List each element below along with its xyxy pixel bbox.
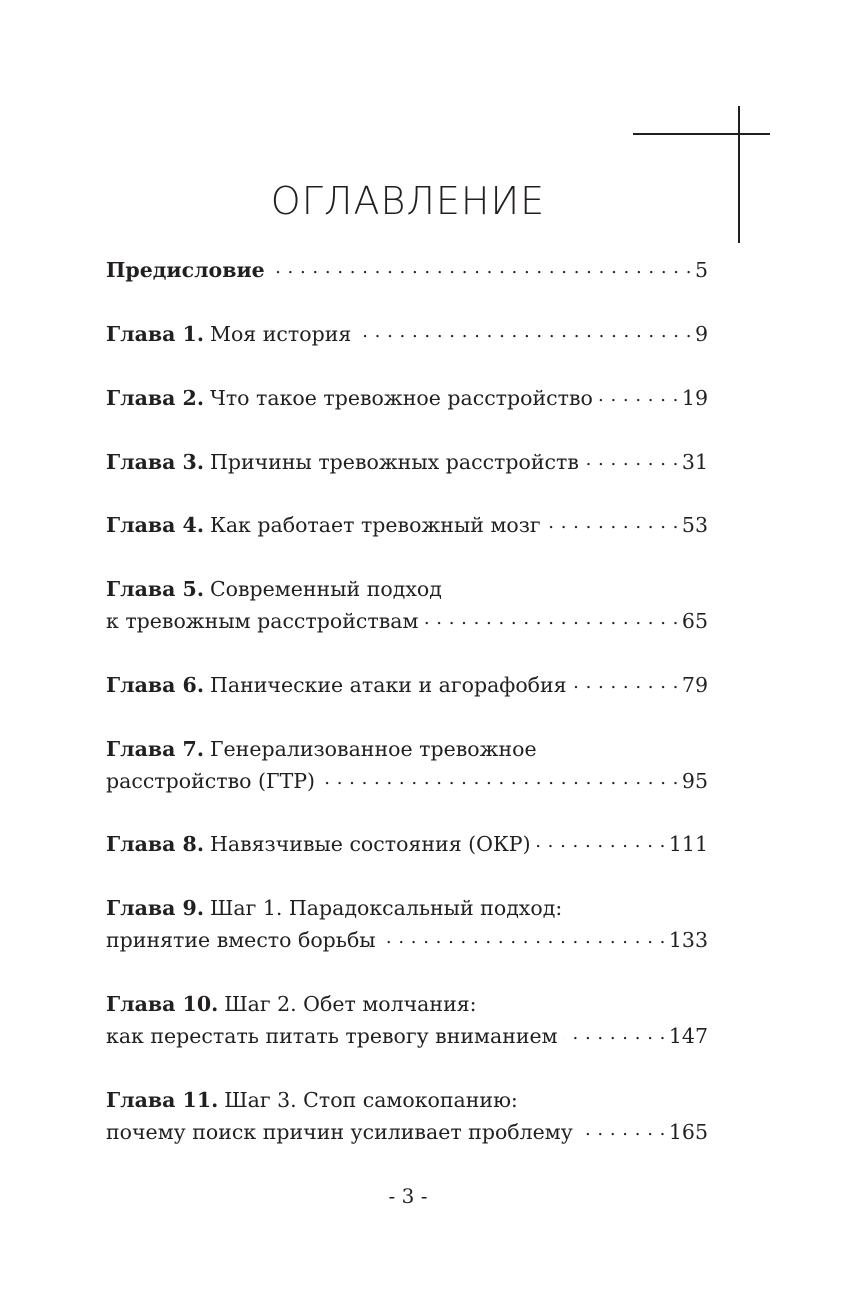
toc-entry-preface[interactable] bbox=[106, 254, 708, 286]
toc-title: Шаг 3. Стоп самокопанию: bbox=[224, 1088, 518, 1112]
toc-label: Глава 2. bbox=[106, 386, 204, 410]
toc-label: Предисловие bbox=[106, 258, 265, 282]
toc-page-number: 147 bbox=[668, 1024, 708, 1048]
toc-page-number: 95 bbox=[681, 769, 708, 793]
toc-label: Глава 10. bbox=[106, 992, 219, 1016]
dot-leader bbox=[564, 1018, 666, 1042]
toc-title: Шаг 1. Парадоксальный подход: bbox=[209, 896, 563, 920]
toc-label: Глава 8. bbox=[106, 832, 204, 856]
toc-entry-chapter-6[interactable] bbox=[106, 669, 708, 701]
toc-label: Глава 7. bbox=[106, 737, 204, 761]
toc-entry-chapter-8[interactable] bbox=[106, 828, 708, 860]
toc-entry-chapter-7[interactable] bbox=[106, 733, 708, 797]
toc-page-number: 5 bbox=[694, 258, 708, 282]
dot-leader bbox=[585, 444, 679, 468]
toc-label: Глава 6. bbox=[106, 673, 204, 697]
dot-leader bbox=[599, 380, 679, 404]
toc-page-number: 19 bbox=[681, 386, 708, 410]
toc-title: Генерализованное тревожное bbox=[209, 737, 537, 761]
toc-page-number: 65 bbox=[681, 609, 708, 633]
dot-leader bbox=[579, 1114, 666, 1138]
crop-mark-horizontal bbox=[633, 133, 770, 135]
toc-label: Глава 5. bbox=[106, 577, 204, 601]
toc-label: Глава 3. bbox=[106, 450, 204, 474]
toc-title-continuation: как перестать питать тревогу вниманием bbox=[106, 1024, 558, 1048]
toc-page-number: 31 bbox=[681, 450, 708, 474]
dot-leader bbox=[321, 763, 679, 787]
dot-leader bbox=[357, 316, 692, 340]
toc-title-continuation: принятие вместо борьбы bbox=[106, 928, 376, 952]
dot-leader bbox=[382, 922, 666, 946]
toc-title: Панические атаки и агорафобия bbox=[209, 673, 567, 697]
toc-entry-chapter-1[interactable] bbox=[106, 318, 708, 350]
toc-page-number: 133 bbox=[668, 928, 708, 952]
toc-label: Глава 1. bbox=[106, 322, 204, 346]
dot-leader bbox=[547, 507, 679, 531]
toc-title: Причины тревожных расстройств bbox=[209, 450, 579, 474]
toc-page-number: 165 bbox=[668, 1120, 708, 1144]
toc-label: Глава 4. bbox=[106, 513, 204, 537]
toc-page-number: 79 bbox=[681, 673, 708, 697]
dot-leader bbox=[424, 603, 678, 627]
toc-entry-chapter-5[interactable] bbox=[106, 573, 708, 637]
dot-leader bbox=[277, 252, 692, 276]
toc-entry-chapter-9[interactable] bbox=[106, 892, 708, 956]
toc-label: Глава 9. bbox=[106, 896, 204, 920]
page-title: ОГЛАВЛЕНИЕ bbox=[270, 179, 546, 223]
dot-leader bbox=[573, 667, 679, 691]
toc-entry-chapter-10[interactable] bbox=[106, 988, 708, 1052]
toc-page-number: 53 bbox=[681, 513, 708, 537]
toc-page-number: 9 bbox=[694, 322, 708, 346]
toc-title: Навязчивые состояния (ОКР) bbox=[209, 832, 531, 856]
toc-entry-chapter-3[interactable] bbox=[106, 446, 708, 478]
dot-leader bbox=[537, 826, 666, 850]
toc-page-number: 111 bbox=[668, 832, 708, 856]
toc-title-continuation: расстройство (ГТР) bbox=[106, 769, 316, 793]
toc-title-continuation: почему поиск причин усиливает проблему bbox=[106, 1120, 573, 1144]
toc-title: Что такое тревожное расстройство bbox=[209, 386, 593, 410]
toc-title: Моя история bbox=[209, 322, 352, 346]
toc-title: Как работает тревожный мозг bbox=[209, 513, 541, 537]
page-number-footer: - 3 - bbox=[388, 1184, 428, 1208]
toc-entry-chapter-2[interactable] bbox=[106, 382, 708, 414]
toc-entry-chapter-4[interactable] bbox=[106, 509, 708, 541]
toc-title: Шаг 2. Обет молчания: bbox=[224, 992, 477, 1016]
toc-title: Современный подход bbox=[209, 577, 442, 601]
toc-title-continuation: к тревожным расстройствам bbox=[106, 609, 419, 633]
toc-label: Глава 11. bbox=[106, 1088, 219, 1112]
toc-entry-chapter-11[interactable] bbox=[106, 1084, 708, 1148]
